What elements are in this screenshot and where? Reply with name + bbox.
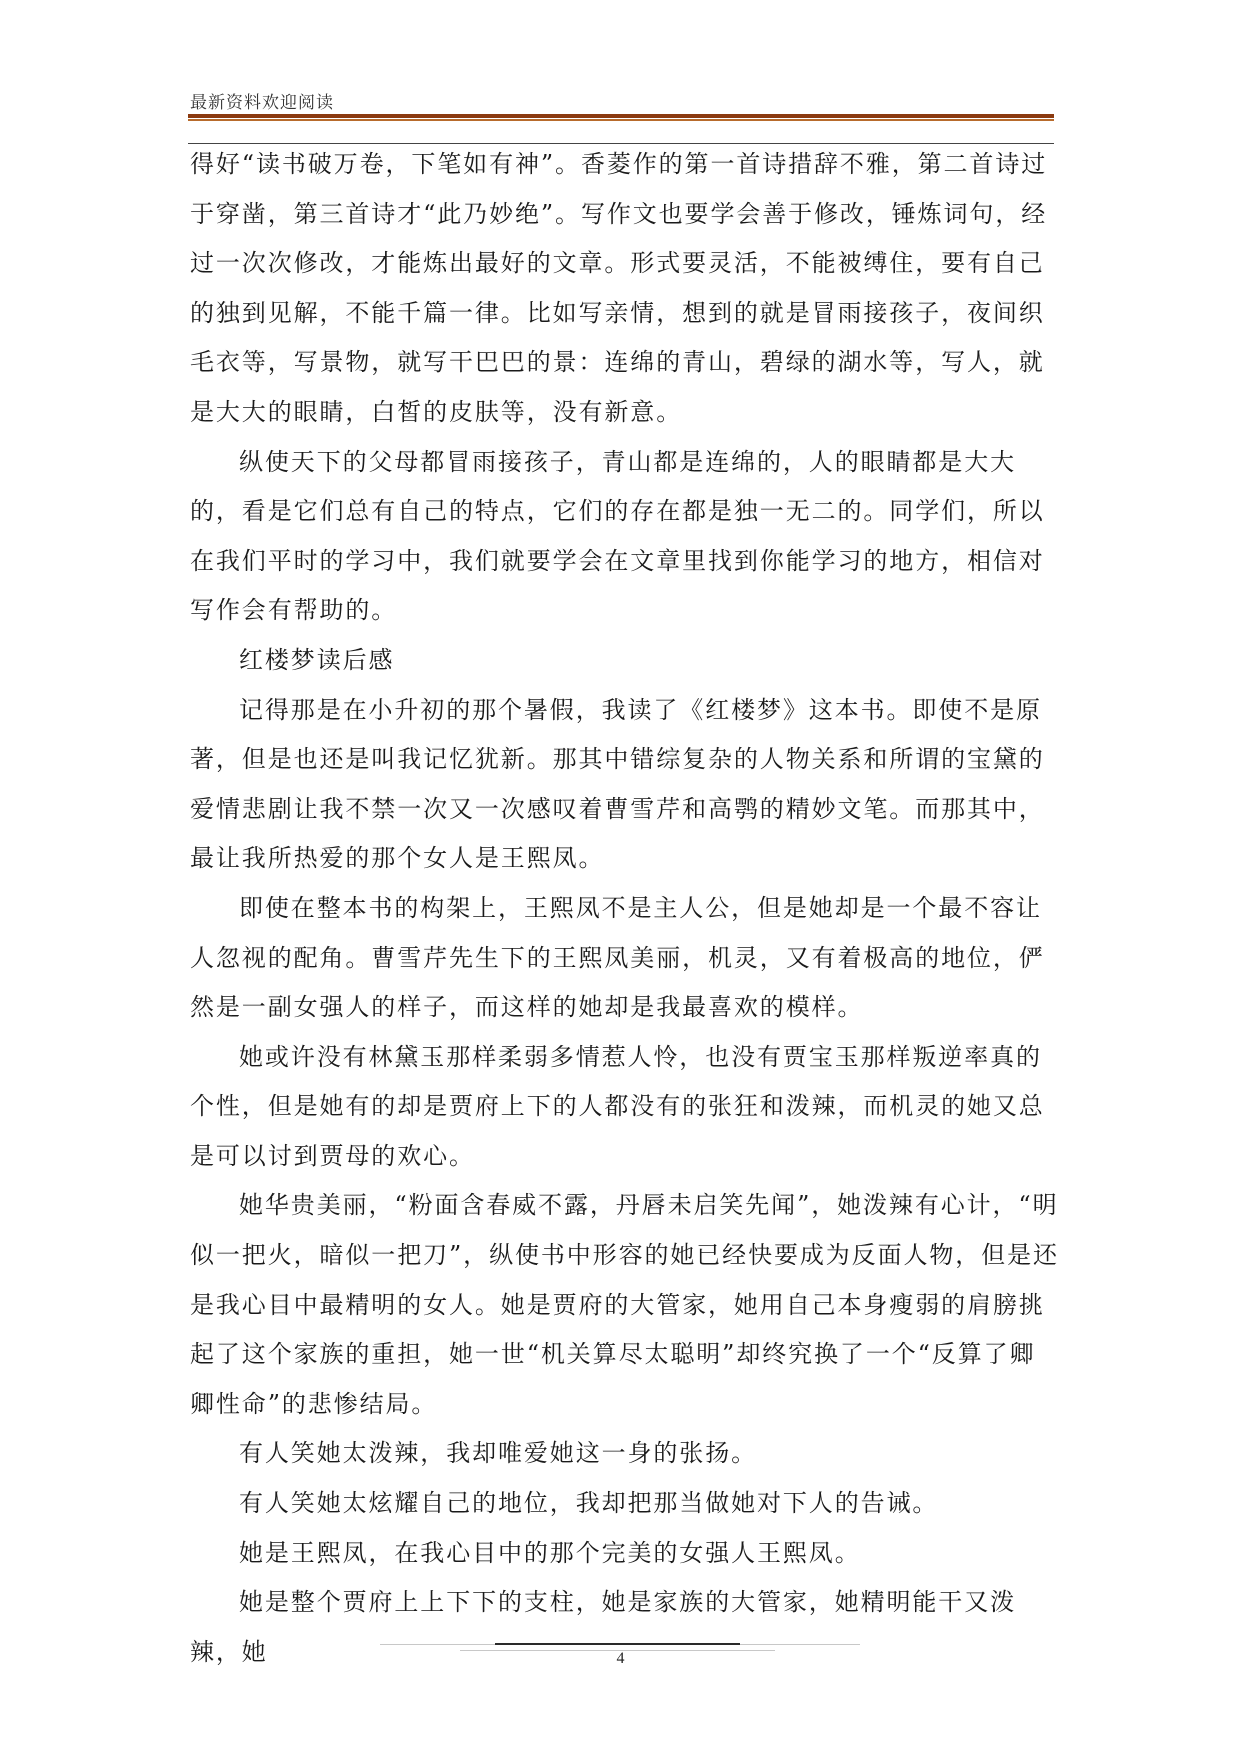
paragraph: 即使在整本书的构架上，王熙凤不是主人公，但是她却是一个最不容让人忽视的配角。曹雪芹先生下的王熙凤美丽，机灵，又有着极高的地位，俨然是一副女强人的样子，而这样的她却是我最喜欢的模样。 bbox=[190, 893, 1045, 1022]
paragraph: 记得那是在小升初的那个暑假，我读了《红楼梦》这本书。即使不是原著，但是也还是叫我记忆犹新。那其中错综复杂的人物关系和所谓的宝黛的爱情悲剧让我不禁一次又一次感叹着曹雪芹和高鹗的精妙文笔。而那其中，最让我所热爱的那个女人是王熙凤。 bbox=[190, 695, 1045, 873]
page-number: 4 bbox=[616, 1650, 625, 1667]
paragraph: 她华贵美丽，“粉面含春威不露，丹唇未启笑先闻”，她泼辣有心计，“明似一把火，暗似一把刀”，纵使书中形容的她已经快要成为反面人物，但是还是我心目中最精明的女人。她是贾府的大管家，她用自己本身瘦弱的肩膀挑起了这个家族的重担，她一世“机关算尽太聪明”却终究换了一个“反算了卿卿性命”的悲惨结局。 bbox=[190, 1191, 1059, 1418]
header-rule-thick bbox=[188, 114, 1054, 118]
paragraph: 纵使天下的父母都冒雨接孩子，青山都是连绵的，人的眼睛都是大大的，看是它们总有自己的特点，它们的存在都是独一无二的。同学们，所以在我们平时的学习中，我们就要学会在文章里找到你能学习的地方，相信对写作会有帮助的。 bbox=[190, 447, 1045, 625]
paragraph: 她或许没有林黛玉那样柔弱多情惹人怜，也没有贾宝玉那样叛逆率真的个性，但是她有的却是贾府上下的人都没有的张狂和泼辣，而机灵的她又总是可以讨到贾母的欢心。 bbox=[190, 1042, 1045, 1170]
paragraph: 她是整个贾府上上下下的支柱，她是家族的大管家，她精明能干又泼辣，她 bbox=[190, 1588, 1016, 1666]
paragraph: 她是王熙凤，在我心目中的那个完美的女强人王熙凤。 bbox=[239, 1538, 861, 1567]
paragraph: 有人笑她太炫耀自己的地位，我却把那当做她对下人的告诫。 bbox=[239, 1489, 939, 1518]
header-rule-accent bbox=[188, 119, 1054, 121]
running-header: 最新资料欢迎阅读 bbox=[190, 93, 334, 113]
footer-rule-dark bbox=[495, 1643, 740, 1645]
paragraph: 有人笑她太泼辣，我却唯爱她这一身的张扬。 bbox=[239, 1439, 757, 1468]
paragraph: 得好“读书破万卷，下笔如有神”。香菱作的第一首诗措辞不雅，第二首诗过于穿凿，第三首诗才“此乃妙绝”。写作文也要学会善于修改，锤炼词句，经过一次次修改，才能炼出最好的文章。形式要灵活，不能被缚住，要有自己的独到见解，不能千篇一律。比如写亲情，想到的就是冒雨接孩子，夜间织毛衣等，写景物，就写干巴巴的景：连绵的青山，碧绿的湖水等，写人，就是大大的眼睛，白皙的皮肤等，没有新意。 bbox=[190, 150, 1048, 426]
section-title: 红楼梦读后感 bbox=[239, 645, 395, 674]
body-text bbox=[190, 140, 1060, 1677]
